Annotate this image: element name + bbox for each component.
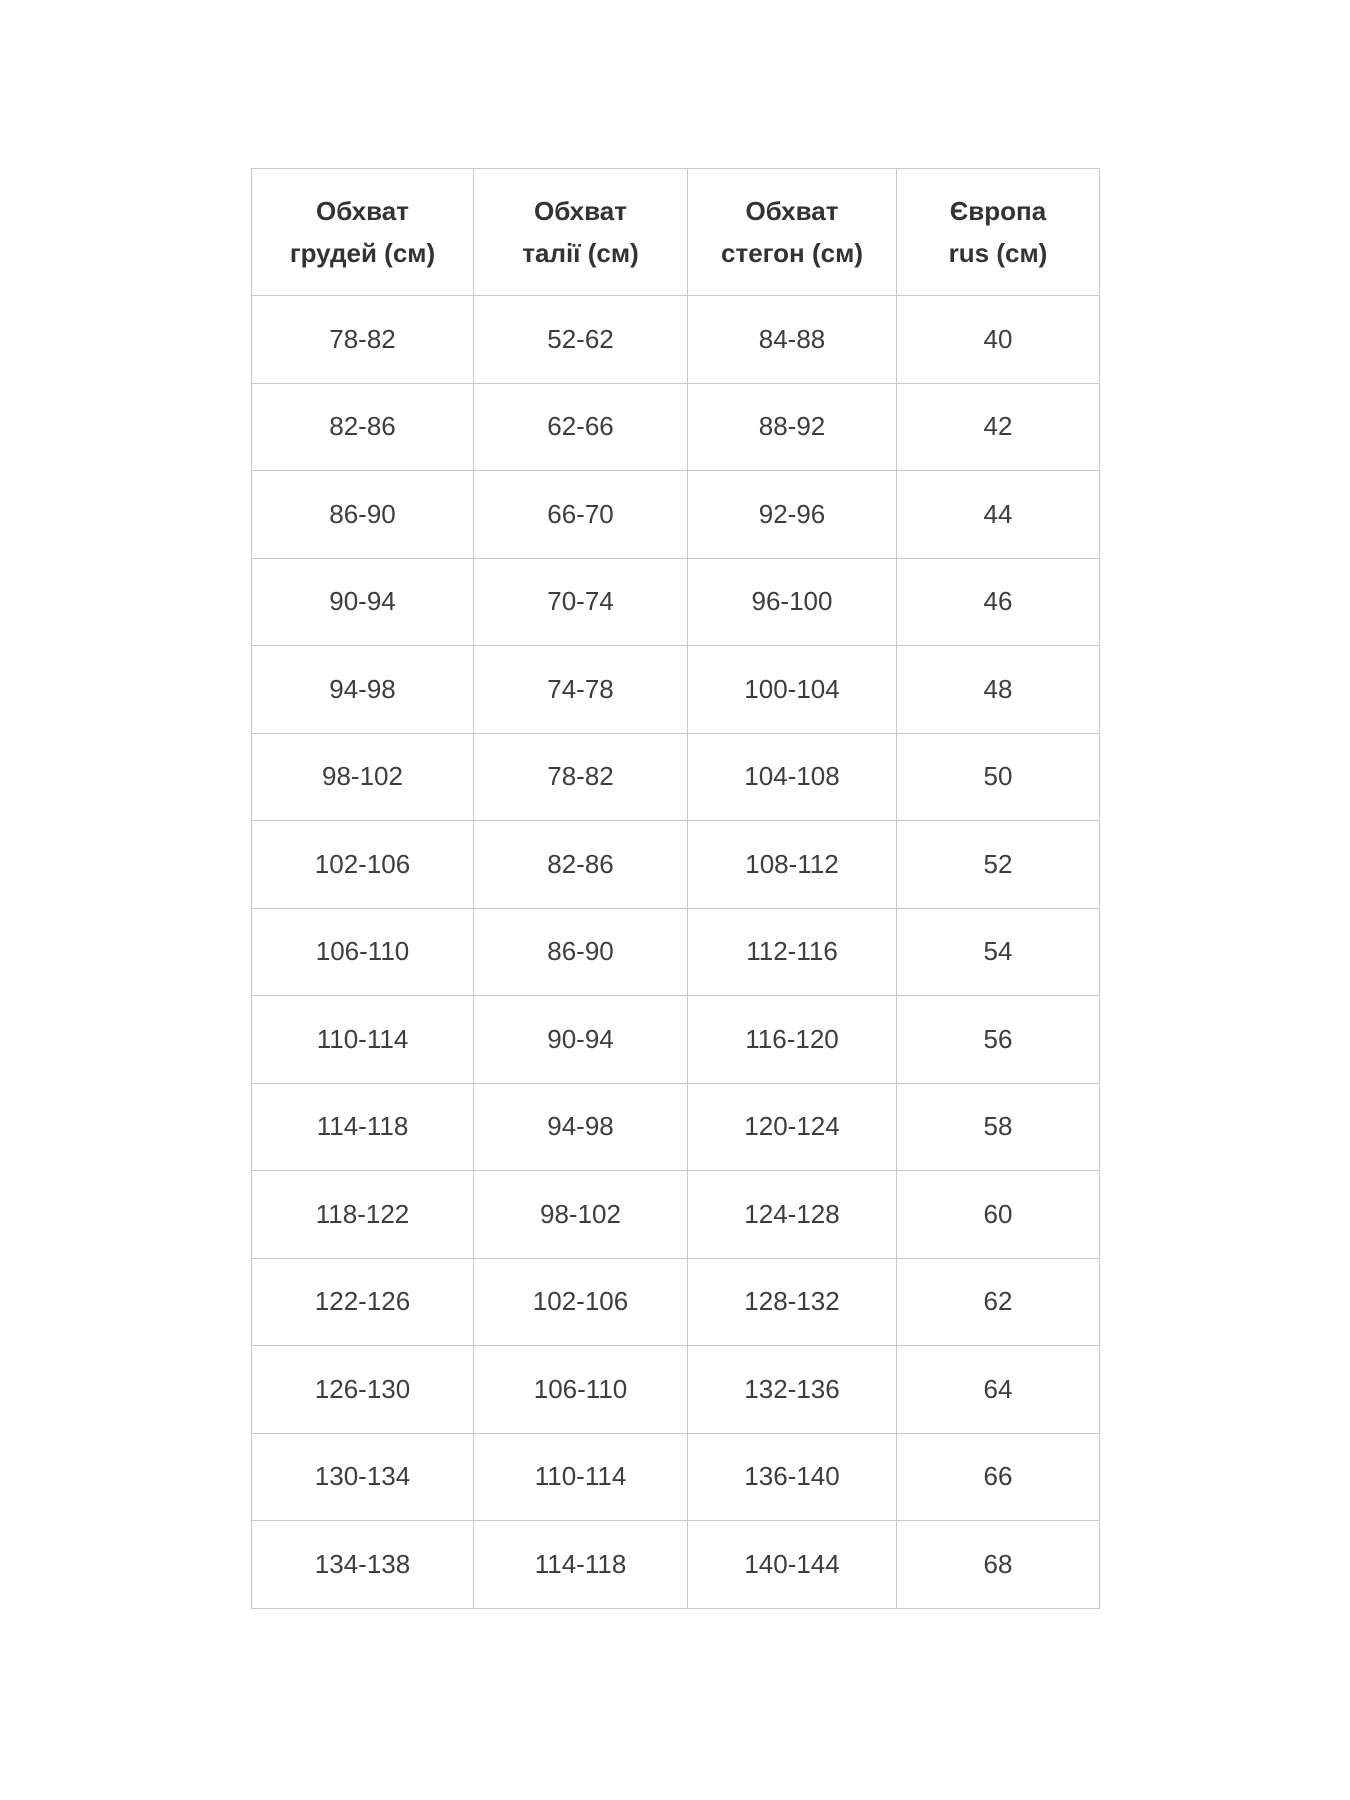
table-cell: 98-102 — [474, 1171, 688, 1259]
table-cell: 66 — [897, 1433, 1100, 1521]
table-cell: 130-134 — [252, 1433, 474, 1521]
table-cell: 42 — [897, 383, 1100, 471]
table-row — [252, 733, 1100, 821]
table-cell: 106-110 — [252, 908, 474, 996]
table-row — [252, 646, 1100, 734]
table-cell: 124-128 — [688, 1171, 897, 1259]
table-cell: 106-110 — [474, 1346, 688, 1434]
table-cell: 82-86 — [474, 821, 688, 909]
size-chart-table — [251, 168, 1100, 1609]
table-row — [252, 1258, 1100, 1346]
table-cell: 82-86 — [252, 383, 474, 471]
table-row — [252, 558, 1100, 646]
table-header-row — [252, 169, 1100, 296]
table-cell: 102-106 — [252, 821, 474, 909]
table-cell: 62-66 — [474, 383, 688, 471]
table-row — [252, 1521, 1100, 1609]
column-header-line2: стегон (см) — [721, 238, 863, 268]
table-body — [252, 296, 1100, 1609]
table-cell: 92-96 — [688, 471, 897, 559]
table-cell: 102-106 — [474, 1258, 688, 1346]
table-cell: 136-140 — [688, 1433, 897, 1521]
table-cell: 46 — [897, 558, 1100, 646]
table-row — [252, 908, 1100, 996]
table-cell: 122-126 — [252, 1258, 474, 1346]
table-cell: 50 — [897, 733, 1100, 821]
size-chart-container — [251, 168, 1100, 1609]
table-cell: 114-118 — [474, 1521, 688, 1609]
table-cell: 54 — [897, 908, 1100, 996]
table-cell: 52 — [897, 821, 1100, 909]
table-row — [252, 1346, 1100, 1434]
table-cell: 66-70 — [474, 471, 688, 559]
table-cell: 78-82 — [252, 296, 474, 384]
column-header-line2: rus (см) — [948, 238, 1048, 268]
column-header-3 — [688, 169, 897, 296]
table-cell: 108-112 — [688, 821, 897, 909]
table-cell: 88-92 — [688, 383, 897, 471]
table-row — [252, 296, 1100, 384]
column-header-line1: Обхват — [745, 196, 839, 226]
table-cell: 110-114 — [252, 996, 474, 1084]
table-cell: 52-62 — [474, 296, 688, 384]
table-cell: 110-114 — [474, 1433, 688, 1521]
table-cell: 90-94 — [252, 558, 474, 646]
table-cell: 44 — [897, 471, 1100, 559]
table-cell: 140-144 — [688, 1521, 897, 1609]
table-cell: 74-78 — [474, 646, 688, 734]
table-cell: 120-124 — [688, 1083, 897, 1171]
table-row — [252, 996, 1100, 1084]
column-header-2 — [474, 169, 688, 296]
table-cell: 126-130 — [252, 1346, 474, 1434]
table-cell: 64 — [897, 1346, 1100, 1434]
table-row — [252, 1433, 1100, 1521]
table-row — [252, 1083, 1100, 1171]
table-cell: 98-102 — [252, 733, 474, 821]
table-row — [252, 383, 1100, 471]
column-header-line2: грудей (см) — [289, 238, 436, 268]
table-cell: 60 — [897, 1171, 1100, 1259]
table-cell: 114-118 — [252, 1083, 474, 1171]
table-cell: 70-74 — [474, 558, 688, 646]
table-cell: 118-122 — [252, 1171, 474, 1259]
column-header-line1: Обхват — [316, 196, 409, 226]
table-row — [252, 471, 1100, 559]
column-header-line2: талії (см) — [522, 238, 639, 268]
table-cell: 62 — [897, 1258, 1100, 1346]
table-row — [252, 1171, 1100, 1259]
table-cell: 94-98 — [474, 1083, 688, 1171]
table-row — [252, 821, 1100, 909]
column-header-line1: Європа — [949, 196, 1047, 226]
table-cell: 132-136 — [688, 1346, 897, 1434]
column-header-line1: Обхват — [534, 196, 627, 226]
table-cell: 86-90 — [474, 908, 688, 996]
table-cell: 94-98 — [252, 646, 474, 734]
table-cell: 116-120 — [688, 996, 897, 1084]
table-cell: 78-82 — [474, 733, 688, 821]
table-cell: 48 — [897, 646, 1100, 734]
table-cell: 90-94 — [474, 996, 688, 1084]
table-header — [252, 169, 1100, 296]
table-cell: 40 — [897, 296, 1100, 384]
table-cell: 56 — [897, 996, 1100, 1084]
table-cell: 104-108 — [688, 733, 897, 821]
column-header-1 — [252, 169, 474, 296]
table-cell: 134-138 — [252, 1521, 474, 1609]
table-cell: 84-88 — [688, 296, 897, 384]
column-header-4 — [897, 169, 1100, 296]
table-cell: 128-132 — [688, 1258, 897, 1346]
table-cell: 96-100 — [688, 558, 897, 646]
table-cell: 68 — [897, 1521, 1100, 1609]
table-cell: 86-90 — [252, 471, 474, 559]
table-cell: 100-104 — [688, 646, 897, 734]
table-cell: 58 — [897, 1083, 1100, 1171]
table-cell: 112-116 — [688, 908, 897, 996]
